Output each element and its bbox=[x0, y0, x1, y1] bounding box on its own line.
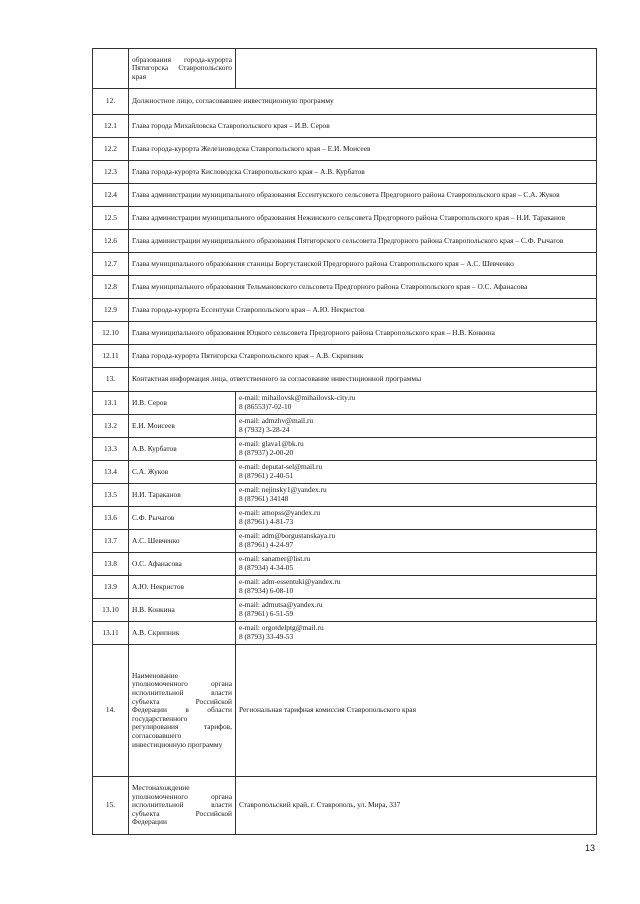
contact-info bbox=[236, 507, 597, 530]
row-text: Глава администрации муниципального образования Нежинского сельсовета Предгорного района Ставропольского края – Н.И. Тараканов bbox=[129, 207, 597, 230]
contact-email: e-mail: admzhv@mail.ru bbox=[239, 416, 314, 426]
row-number: 12.11 bbox=[93, 345, 129, 368]
table-row-contact bbox=[93, 484, 597, 507]
contact-name: О.С. Афанасова bbox=[129, 553, 236, 576]
contact-info bbox=[236, 461, 597, 484]
table-row-official bbox=[93, 276, 597, 299]
row-number: 12. bbox=[93, 89, 129, 115]
contact-email: e-mail: orgotdelptg@mail.ru bbox=[239, 623, 324, 633]
contact-email: e-mail: adm@borgustanskaya.ru bbox=[239, 531, 336, 541]
contact-name: С.А. Жуков bbox=[129, 461, 236, 484]
contact-name: А.Ю. Некристов bbox=[129, 576, 236, 599]
table-row-official bbox=[93, 115, 597, 138]
row-text: Глава муниципального образования станицы Боргустанской Предгорного района Ставропольского края – А.С. Шевченко bbox=[129, 253, 597, 276]
row-number: 12.5 bbox=[93, 207, 129, 230]
row-text: Глава муниципального образования Юцкого сельсовета Предгорного района Ставропольского края – Н.В. Конкина bbox=[129, 322, 597, 345]
contact-email: e-mail: admutsa@yandex.ru bbox=[239, 600, 323, 610]
table-row-contact bbox=[93, 392, 597, 415]
row-number: 12.1 bbox=[93, 115, 129, 138]
row-number: 12.6 bbox=[93, 230, 129, 253]
row-label: Местонахождение уполномоченного органа исполнительной власти субъекта Российской Федерации bbox=[129, 777, 236, 835]
row-text: Глава муниципального образования Тельмановского сельсовета Предгорного района Ставропольского края – О.С. Афанасова bbox=[129, 276, 597, 299]
row-text: Глава города-курорта Пятигорска Ставропольского края – А.В. Скрипник bbox=[129, 345, 597, 368]
contact-info bbox=[236, 392, 597, 415]
contact-info bbox=[236, 553, 597, 576]
table-row-contact bbox=[93, 461, 597, 484]
table-row-14 bbox=[93, 645, 597, 777]
table-row-official bbox=[93, 253, 597, 276]
row-number: 13.1 bbox=[93, 392, 129, 415]
contact-email: e-mail: mihailovsk@mihailovsk-city.ru bbox=[239, 393, 356, 403]
contact-phone: 8 (86553)7-02-10 bbox=[239, 402, 292, 411]
contact-info bbox=[236, 576, 597, 599]
contact-phone: 8 (87961) 4-24-97 bbox=[239, 540, 294, 549]
contact-email: e-mail: deputat-sel@mail.ru bbox=[239, 462, 323, 472]
table-row-contact bbox=[93, 438, 597, 461]
table-row-12 bbox=[93, 89, 597, 115]
table-row-official bbox=[93, 184, 597, 207]
table-row-official bbox=[93, 207, 597, 230]
row-label: Наименование уполномоченного органа исполнительной власти субъекта Российской Федерации в области государственного регулирования тарифов, согласовавшего инвестиционную программу bbox=[129, 645, 236, 777]
contact-name: А.В. Курбатов bbox=[129, 438, 236, 461]
row-number: 12.2 bbox=[93, 138, 129, 161]
table-row-continuation bbox=[93, 49, 597, 89]
table-row-contact bbox=[93, 415, 597, 438]
row-number: 12.7 bbox=[93, 253, 129, 276]
table-row-contact bbox=[93, 507, 597, 530]
contact-name: И.В. Серов bbox=[129, 392, 236, 415]
contact-phone: 8 (87961) 4-81-73 bbox=[239, 517, 294, 526]
contact-phone: 8 (87937) 2-00-20 bbox=[239, 448, 294, 457]
table-row-13 bbox=[93, 368, 597, 392]
table-row-official bbox=[93, 161, 597, 184]
table-row-contact bbox=[93, 599, 597, 622]
row-number: 13.10 bbox=[93, 599, 129, 622]
row-number: 12.8 bbox=[93, 276, 129, 299]
row-number bbox=[93, 49, 129, 89]
row-number: 15. bbox=[93, 777, 129, 835]
row-text: Контактная информация лица, ответственного за согласование инвестиционной программы bbox=[129, 368, 597, 392]
contact-name: А.С. Шевченко bbox=[129, 530, 236, 553]
contact-phone: 8 (87961) 2-40-51 bbox=[239, 471, 294, 480]
contact-name: Н.И. Тараканов bbox=[129, 484, 236, 507]
contact-phone: 8 (8793) 33-49-53 bbox=[239, 632, 294, 641]
document-table bbox=[92, 48, 597, 835]
table-row-official bbox=[93, 322, 597, 345]
contact-email: e-mail: sanamer@list.ru bbox=[239, 554, 311, 564]
row-value: Региональная тарифная комиссия Ставропольского края bbox=[236, 645, 597, 777]
row-number: 12.10 bbox=[93, 322, 129, 345]
row-number: 13.2 bbox=[93, 415, 129, 438]
table-row-official bbox=[93, 230, 597, 253]
row-text: Глава администрации муниципального образования Ессентукского сельсовета Предгорного района Ставропольского края – С.А. Жуков bbox=[129, 184, 597, 207]
table-row-official bbox=[93, 299, 597, 322]
row-number: 13. bbox=[93, 368, 129, 392]
contact-info bbox=[236, 622, 597, 645]
table-row-contact bbox=[93, 553, 597, 576]
row-label: образования города-курорта Пятигорска Ставропольского края bbox=[129, 49, 236, 89]
contact-email: e-mail: amopss@yandex.ru bbox=[239, 508, 321, 518]
row-value bbox=[236, 49, 597, 89]
contact-name: Н.В. Конкина bbox=[129, 599, 236, 622]
row-text: Глава города Михайловска Ставропольского края – И.В. Серов bbox=[129, 115, 597, 138]
table-row-official bbox=[93, 138, 597, 161]
row-number: 12.9 bbox=[93, 299, 129, 322]
table-row-contact bbox=[93, 530, 597, 553]
row-number: 12.4 bbox=[93, 184, 129, 207]
row-number: 13.8 bbox=[93, 553, 129, 576]
page-number: 13 bbox=[585, 843, 596, 853]
contact-name: Е.И. Моисеев bbox=[129, 415, 236, 438]
table-row-15 bbox=[93, 777, 597, 835]
row-number: 13.3 bbox=[93, 438, 129, 461]
contact-phone: 8 (87934) 4-34-05 bbox=[239, 563, 294, 572]
contact-info bbox=[236, 484, 597, 507]
contact-name: А.В. Скрипник bbox=[129, 622, 236, 645]
contact-phone: 8 (87961) 6-51-59 bbox=[239, 609, 294, 618]
row-number: 13.6 bbox=[93, 507, 129, 530]
row-value: Ставропольский край, г. Ставрополь, ул. Мира, 337 bbox=[236, 777, 597, 835]
row-number: 13.4 bbox=[93, 461, 129, 484]
contact-info bbox=[236, 438, 597, 461]
contact-email: e-mail: glava1@bk.ru bbox=[239, 439, 304, 449]
contact-email: e-mail: nejinsky1@yandex.ru bbox=[239, 485, 327, 495]
row-text: Глава города-курорта Кисловодска Ставропольского края – А.В. Курбатов bbox=[129, 161, 597, 184]
row-number: 13.9 bbox=[93, 576, 129, 599]
row-text: Глава администрации муниципального образования Пятигорского сельсовета Предгорного района Ставропольского края – С.Ф. Рычагов bbox=[129, 230, 597, 253]
row-text: Должностное лицо, согласовавшее инвестиционную программу bbox=[129, 89, 597, 115]
contact-phone: 8 (7932) 3-28-24 bbox=[239, 425, 290, 434]
row-text: Глава города-курорта Железноводска Ставропольского края – Е.И. Моисеев bbox=[129, 138, 597, 161]
contact-name: С.Ф. Рычагов bbox=[129, 507, 236, 530]
contact-email: e-mail: adm-essentuki@yandex.ru bbox=[239, 577, 341, 587]
contact-phone: 8 (87934) 6-08-10 bbox=[239, 586, 294, 595]
contact-info bbox=[236, 599, 597, 622]
table-row-official bbox=[93, 345, 597, 368]
row-number: 13.5 bbox=[93, 484, 129, 507]
row-number: 13.7 bbox=[93, 530, 129, 553]
contact-phone: 8 (87961) 34148 bbox=[239, 494, 289, 503]
table-row-contact bbox=[93, 622, 597, 645]
row-number: 12.3 bbox=[93, 161, 129, 184]
row-text: Глава города-курорта Ессентуки Ставропольского края – А.Ю. Некристов bbox=[129, 299, 597, 322]
contact-info bbox=[236, 415, 597, 438]
row-number: 13.11 bbox=[93, 622, 129, 645]
table-body bbox=[93, 49, 597, 835]
table-row-contact bbox=[93, 576, 597, 599]
contact-info bbox=[236, 530, 597, 553]
row-number: 14. bbox=[93, 645, 129, 777]
